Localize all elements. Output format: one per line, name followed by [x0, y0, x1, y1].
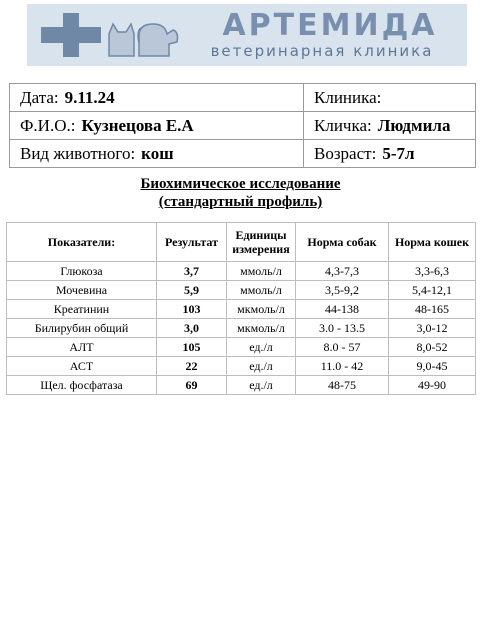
unit: ммоль/л: [227, 281, 296, 300]
owner-label: Ф.И.О.:: [20, 115, 76, 135]
age-cell: [304, 140, 476, 168]
result-value: 103: [157, 300, 227, 319]
dog-norm: 48-75: [296, 376, 389, 395]
clinic-label: Клиника:: [314, 87, 382, 107]
species-cell: [10, 140, 304, 168]
cat-norm: 48-165: [389, 300, 476, 319]
result-value: 105: [157, 338, 227, 357]
dog-norm: 4,3-7,3: [296, 262, 389, 281]
age-label: Возраст:: [314, 143, 377, 163]
unit: мкмоль/л: [227, 300, 296, 319]
header-cat-norm: Норма кошек: [389, 223, 476, 262]
parameter-name: Креатинин: [7, 300, 157, 319]
results-table: [6, 222, 476, 395]
dog-norm: 8.0 - 57: [296, 338, 389, 357]
species-value: кош: [141, 143, 174, 163]
owner-value: Кузнецова Е.А: [81, 115, 194, 135]
table-row: [7, 319, 476, 338]
parameter-name: Щел. фосфатаза: [7, 376, 157, 395]
cat-norm: 49-90: [389, 376, 476, 395]
parameter-name: АЛТ: [7, 338, 157, 357]
header-units: Единицы измерения: [227, 223, 296, 262]
table-row: [7, 376, 476, 395]
clinic-subtitle: ветеринарная клиника: [210, 42, 434, 60]
pet-name-value: Людмила: [377, 115, 451, 135]
header-result: Результат: [157, 223, 227, 262]
table-row: [7, 357, 476, 376]
result-value: 5,9: [157, 281, 227, 300]
unit: ед./л: [227, 376, 296, 395]
cat-norm: 3,0-12: [389, 319, 476, 338]
owner-cell: [10, 112, 304, 140]
table-row: [7, 262, 476, 281]
patient-info-table: [9, 83, 476, 168]
result-value: 69: [157, 376, 227, 395]
unit: мкмоль/л: [227, 319, 296, 338]
result-value: 3,7: [157, 262, 227, 281]
clinic-banner: [27, 4, 467, 66]
table-row: [7, 281, 476, 300]
clinic-cell: [304, 84, 476, 112]
dog-norm: 3.0 - 13.5: [296, 319, 389, 338]
cat-norm: 3,3-6,3: [389, 262, 476, 281]
result-value: 3,0: [157, 319, 227, 338]
parameter-name: Глюкоза: [7, 262, 157, 281]
date-cell: [10, 84, 304, 112]
report-title: [0, 175, 481, 211]
cat-norm: 8,0-52: [389, 338, 476, 357]
parameter-name: Мочевина: [7, 281, 157, 300]
cat-norm: 9,0-45: [389, 357, 476, 376]
report-title-line2: (стандартный профиль): [158, 194, 323, 210]
age-value: 5-7л: [382, 143, 415, 163]
medical-cross-icon: [41, 13, 101, 57]
cat-norm: 5,4-12,1: [389, 281, 476, 300]
table-row: [7, 338, 476, 357]
result-value: 22: [157, 357, 227, 376]
table-row: [7, 300, 476, 319]
report-title-line1: Биохимическое исследование: [140, 176, 341, 192]
pet-name-cell: [304, 112, 476, 140]
date-value: 9.11.24: [64, 87, 115, 107]
species-label: Вид животного:: [20, 143, 136, 163]
dog-norm: 11.0 - 42: [296, 357, 389, 376]
clinic-name: АРТЕМИДА: [222, 8, 438, 43]
header-dog-norm: Норма собак: [296, 223, 389, 262]
dog-norm: 3,5-9,2: [296, 281, 389, 300]
unit: ммоль/л: [227, 262, 296, 281]
results-header-row: [7, 223, 476, 262]
unit: ед./л: [227, 338, 296, 357]
pet-name-label: Кличка:: [314, 115, 372, 135]
parameter-name: АСТ: [7, 357, 157, 376]
dog-norm: 44-138: [296, 300, 389, 319]
parameter-name: Билирубин общий: [7, 319, 157, 338]
unit: ед./л: [227, 357, 296, 376]
date-label: Дата:: [20, 87, 59, 107]
header-parameter: Показатели:: [7, 223, 157, 262]
